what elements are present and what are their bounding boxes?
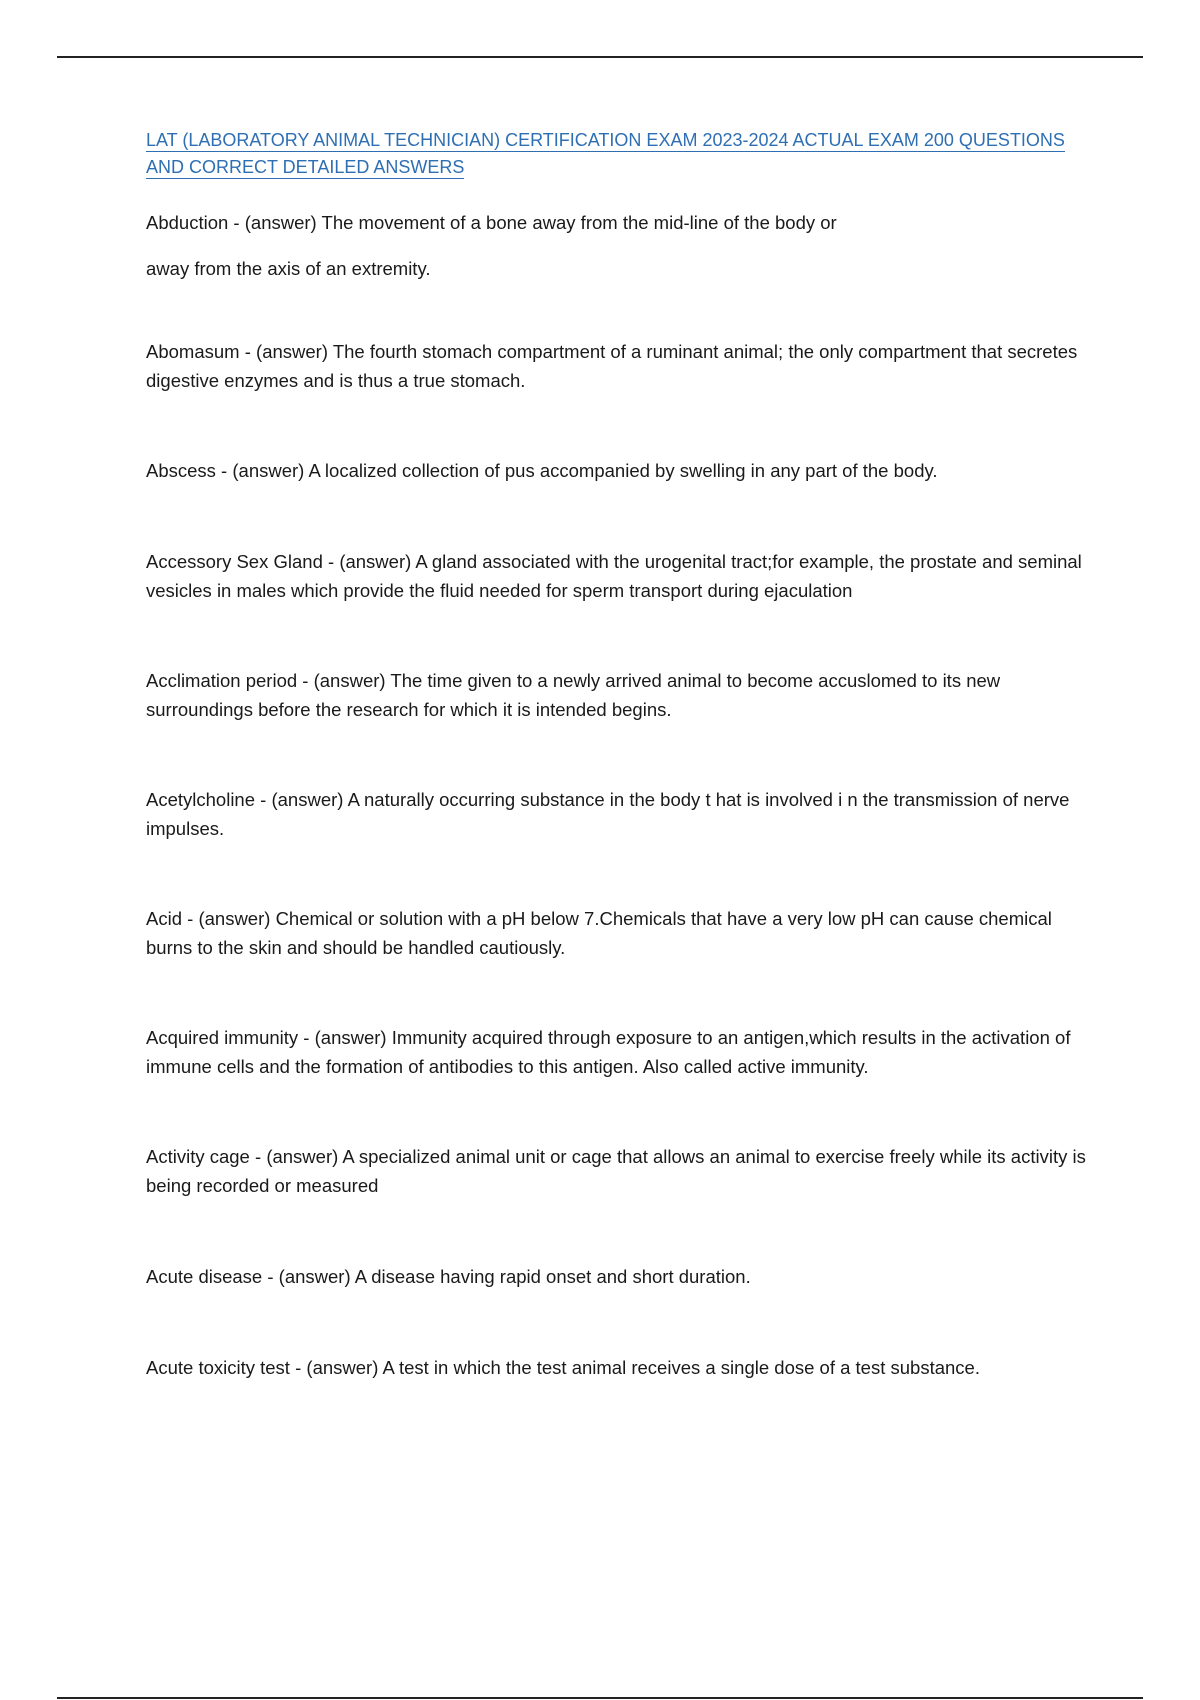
glossary-entry: Abscess - (answer) A localized collection of pus accompanied by swelling in any part of the body. xyxy=(146,460,938,481)
document-title: LAT (LABORATORY ANIMAL TECHNICIAN) CERTIFICATION EXAM 2023-2024 ACTUAL EXAM 200 QUESTIONS AND CORRECT DETAILED ANSWERS xyxy=(146,130,1065,177)
answer-marker: (answer) xyxy=(271,789,344,810)
answer-marker: (answer) xyxy=(278,1266,351,1287)
entry-term: Acute toxicity test xyxy=(146,1357,290,1378)
entry-definition: A gland associated with the urogenital tract;for example, the prostate and seminal vesicles in males which provide the fluid needed for sperm transport during ejaculation xyxy=(146,551,1082,601)
glossary-entry: Acquired immunity - (answer) Immunity acquired through exposure to an antigen,which results in the activation of immune cells and the formation of antibodies to this antigen. Also called active immunity. xyxy=(146,1027,1071,1077)
answer-marker: (answer) xyxy=(339,551,412,572)
glossary-entry: Acute disease - (answer) A disease having rapid onset and short duration. xyxy=(146,1266,751,1287)
glossary-entry: Abomasum - (answer) The fourth stomach compartment of a ruminant animal; the only compartment that secretes digestive enzymes and is thus a true stomach. xyxy=(146,341,1078,391)
answer-marker: (answer) xyxy=(314,1027,387,1048)
entry-definition: Immunity acquired through exposure to an antigen,which results in the activation of immune cells and the formation of antibodies to this antigen. Also called active immunity. xyxy=(146,1027,1071,1077)
glossary-entry-continuation xyxy=(146,254,1086,283)
entry-definition: The time given to a newly arrived animal to become accuslomed to its new surroundings before the research for which it is intended begins. xyxy=(146,670,1001,720)
answer-marker: (answer) xyxy=(256,341,328,362)
entry-term: Activity cage xyxy=(146,1146,250,1167)
page-bottom-rule xyxy=(57,1697,1143,1699)
entry-definition: A localized collection of pus accompanied by swelling in any part of the body. xyxy=(308,460,938,481)
answer-marker: (answer) xyxy=(266,1146,339,1167)
entry-definition-continuation: away from the axis of an extremity. xyxy=(146,258,431,279)
glossary-entry: Accessory Sex Gland - (answer) A gland associated with the urogenital tract;for example, the prostate and seminal vesicles in males which provide the fluid needed for sperm transport during ejaculation xyxy=(146,551,1082,601)
entry-term: Acute disease xyxy=(146,1266,263,1287)
entry-term: Acid xyxy=(146,908,182,929)
glossary-entry: Acetylcholine - (answer) A naturally occurring substance in the body t hat is involved i n the transmission of nerve impulses. xyxy=(146,789,1070,839)
answer-marker: (answer) xyxy=(313,670,386,691)
answer-marker: (answer) xyxy=(244,212,317,233)
entry-term: Abduction xyxy=(146,212,229,233)
page-top-rule xyxy=(57,56,1143,58)
document-body xyxy=(146,127,1086,1382)
entry-term: Accessory Sex Gland xyxy=(146,551,323,572)
entry-term: Abscess xyxy=(146,460,216,481)
entry-definition: The movement of a bone away from the mid-line of the body or xyxy=(321,212,837,233)
glossary-entry: Acute toxicity test - (answer) A test in which the test animal receives a single dose of a test substance. xyxy=(146,1357,980,1378)
answer-marker: (answer) xyxy=(306,1357,379,1378)
entry-definition: A naturally occurring substance in the body t hat is involved i n the transmission of nerve impulses. xyxy=(146,789,1070,839)
glossary-entry: Acclimation period - (answer) The time given to a newly arrived animal to become accuslomed to its new surroundings before the research for which it is intended begins. xyxy=(146,670,1001,720)
glossary-entry: Activity cage - (answer) A specialized animal unit or cage that allows an animal to exercise freely while its activity is being recorded or measured xyxy=(146,1146,1086,1196)
entry-definition: A test in which the test animal receives a single dose of a test substance. xyxy=(382,1357,980,1378)
entry-term: Acquired immunity xyxy=(146,1027,299,1048)
glossary-entry: Acid - (answer) Chemical or solution with a pH below 7.Chemicals that have a very low pH can cause chemical burns to the skin and should be handled cautiously. xyxy=(146,908,1052,958)
entry-term: Acclimation period xyxy=(146,670,298,691)
glossary-entry: Abduction - (answer) The movement of a bone away from the mid-line of the body or xyxy=(146,212,837,233)
answer-marker: (answer) xyxy=(198,908,271,929)
entry-definition: Chemical or solution with a pH below 7.Chemicals that have a very low pH can cause chemical burns to the skin and should be handled cautiously. xyxy=(146,908,1052,958)
entry-term: Abomasum xyxy=(146,341,240,362)
entry-definition: The fourth stomach compartment of a ruminant animal; the only compartment that secretes digestive enzymes and is thus a true stomach. xyxy=(146,341,1078,391)
entry-definition: A specialized animal unit or cage that allows an animal to exercise freely while its activity is being recorded or measured xyxy=(146,1146,1086,1196)
entry-term: Acetylcholine xyxy=(146,789,256,810)
answer-marker: (answer) xyxy=(232,460,305,481)
entry-definition: A disease having rapid onset and short duration. xyxy=(354,1266,751,1287)
